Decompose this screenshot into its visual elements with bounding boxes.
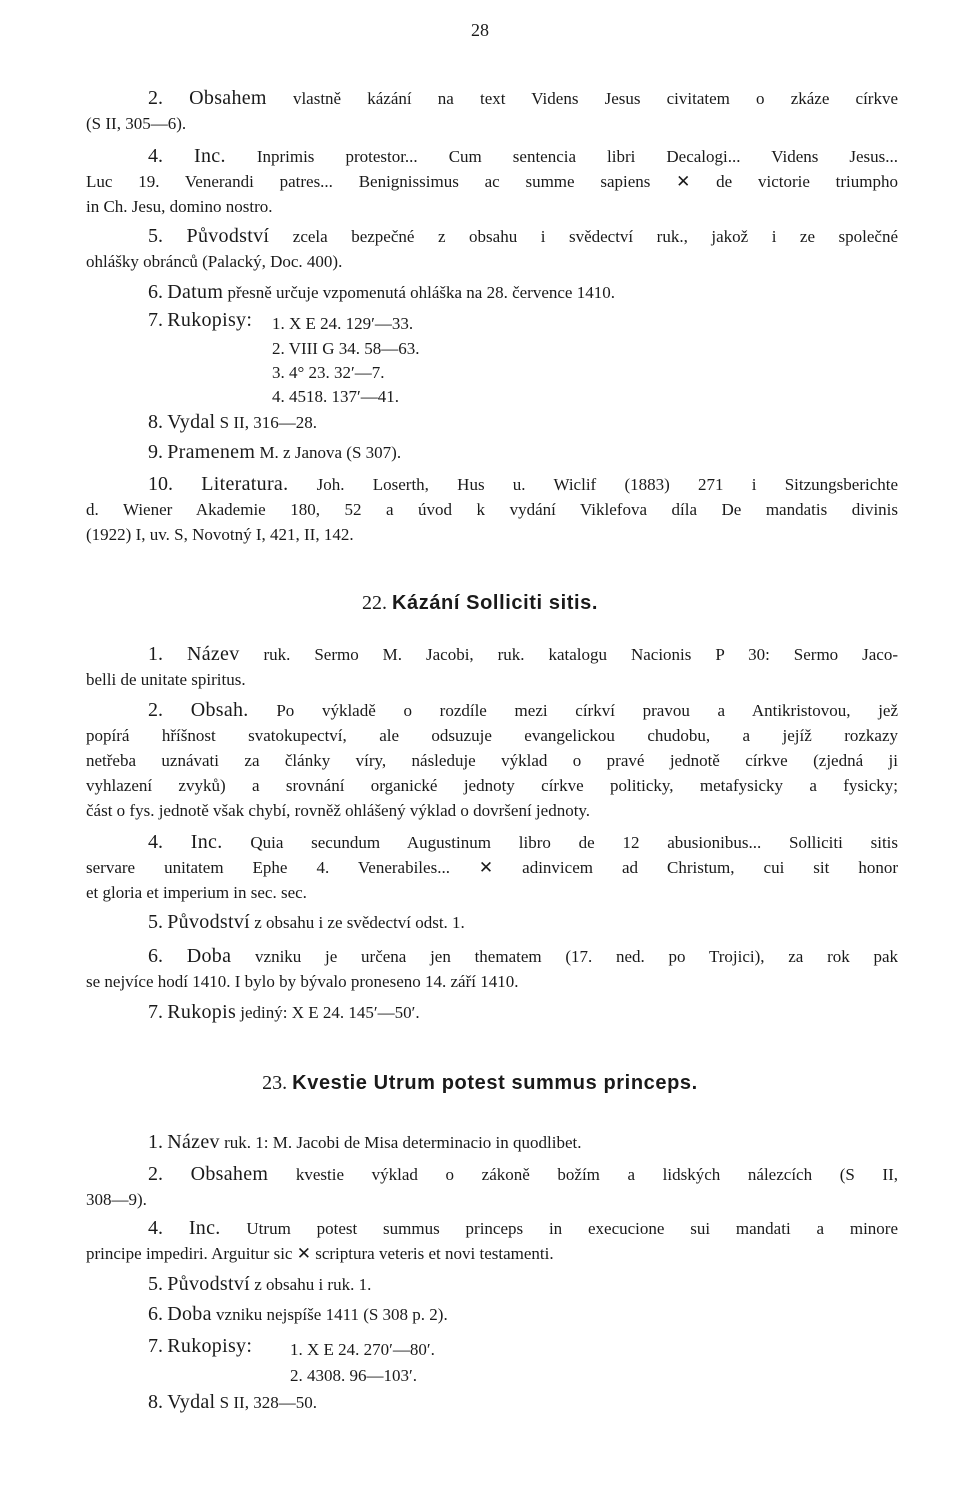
entry-term: Datum [167, 281, 224, 303]
manuscript-item: 1. X E 24. 129′—33. [272, 314, 414, 333]
entry-number: 8. [148, 411, 163, 433]
entry-term: Původství [167, 911, 250, 933]
entry-term: Obsah. [190, 699, 249, 721]
entry-term: Vydal [167, 411, 216, 433]
entry-line [86, 280, 898, 305]
entry-line [86, 698, 898, 723]
entry-title [86, 1130, 898, 1155]
entry-incipit [86, 1216, 898, 1266]
section-title: Kázání Solliciti sitis. [391, 592, 599, 614]
entry-line [86, 144, 898, 169]
entry-number: 2. [148, 87, 163, 109]
entry-line: (1922) I, uv. S, Novotný I, 421, II, 142. [86, 525, 354, 544]
entry-number: 4. [148, 831, 163, 853]
entry-number: 5. [148, 1273, 163, 1295]
entry-date [86, 944, 898, 994]
entry-term: Doba [167, 1303, 212, 1325]
entry-text: M. z Janova (S 307). [259, 443, 402, 462]
entry-term: Název [167, 1131, 220, 1153]
entry-content [86, 86, 898, 136]
entry-line: vyhlazení zvyků) a srovnání organické jednoty církve politicky, metafysicky a fysicky; [86, 776, 898, 795]
entry-line: se nejvíce hodí 1410. I bylo by bývalo proneseno 14. září 1410. [86, 972, 519, 991]
entry-line: část o fys. jednotě však chybí, rovněž ohlášený výklad o dovršení jednoty. [86, 801, 591, 820]
entry-number: 6. [148, 1303, 163, 1325]
entry-incipit [86, 830, 898, 905]
entry-term: Rukopisy: [167, 309, 253, 331]
entry-text: zcela bezpečné z obsahu i svědectví ruk., jakož i ze společné [292, 227, 899, 246]
entry-text: Joh. Loserth, Hus u. Wiclif (1883) 271 i Sitzungsberichte [316, 475, 899, 494]
entry-line [86, 1162, 898, 1187]
entry-text: vzniku nejspíše 1411 (S 308 p. 2). [216, 1305, 448, 1324]
entry-line: et gloria et imperium in sec. sec. [86, 883, 307, 902]
entry-manuscripts [86, 1000, 898, 1025]
entry-line [86, 86, 898, 111]
entry-origin [86, 1272, 898, 1297]
entry-text: přesně určuje vzpomenutá ohláška na 28. července 1410. [227, 283, 615, 302]
entry-literature [86, 472, 898, 547]
entry-text: Inprimis protestor... Cum sentencia libri Decalogi... Videns Jesus... [256, 147, 899, 166]
entry-source [86, 440, 898, 465]
entry-line: (S II, 305—6). [86, 114, 187, 133]
entry-line [86, 830, 898, 855]
entry-title [86, 642, 898, 692]
section-heading [0, 592, 960, 615]
entry-line: principe impediri. Arguitur sic ✕ scriptura veteris et novi testamenti. [86, 1244, 554, 1263]
entry-line: Luc 19. Venerandi patres... Benignissimus ac summe sapiens ✕ de victorie triumpho [86, 172, 898, 191]
entry-number: 4. [148, 1217, 163, 1239]
entry-edition [86, 410, 898, 435]
entry-number: 6. [148, 945, 163, 967]
entry-term: Pramenem [167, 441, 256, 463]
entry-text: ruk. Sermo M. Jacobi, ruk. katalogu Nacionis P 30: Sermo Jaco- [263, 645, 898, 664]
entry-line: belli de unitate spiritus. [86, 670, 246, 689]
entry-line [86, 440, 898, 465]
entry-text: jediný: X E 24. 145′—50′. [240, 1003, 420, 1022]
entry-term: Rukopisy: [167, 1335, 253, 1357]
entry-manuscripts [86, 1334, 898, 1359]
entry-text: Po výkladě o rozdíle mezi církví pravou a Antikristovou, jež [276, 701, 899, 720]
entry-text: z obsahu i ze svědectví odst. 1. [254, 913, 465, 932]
entry-line: popírá hříšnost svatokupectví, ale odsuzuje evangelickou chudobu, a jejíž rozkazy [86, 726, 898, 745]
entry-line [86, 944, 898, 969]
entry-line: servare unitatem Ephe 4. Venerabiles... ✕ adinvicem ad Christum, cui sit honor [86, 858, 898, 877]
entry-content [86, 1162, 898, 1212]
entry-number: 8. [148, 1391, 163, 1413]
entry-date [86, 1302, 898, 1327]
entry-origin [86, 224, 898, 274]
entry-incipit [86, 144, 898, 219]
entry-text: S II, 316—28. [219, 413, 317, 432]
entry-line [86, 1334, 898, 1359]
entry-term: Inc. [190, 831, 223, 853]
entry-number: 1. [148, 1131, 163, 1153]
entry-line [86, 642, 898, 667]
entry-line: netřeba uznávati za články víry, následuje výklad o pravé jednotě církve (zjedná ji [86, 751, 898, 770]
entry-term: Rukopis [167, 1001, 237, 1023]
entry-term: Obsahem [189, 87, 267, 109]
entry-line [86, 910, 898, 935]
entry-text: z obsahu i ruk. 1. [254, 1275, 372, 1294]
entry-line [86, 1272, 898, 1297]
manuscript-item: 2. VIII G 34. 58—63. [272, 339, 420, 358]
entry-number: 7. [148, 1001, 163, 1023]
entry-number: 2. [148, 699, 163, 721]
entry-line [86, 1216, 898, 1241]
entry-term: Původství [167, 1273, 250, 1295]
entry-number: 1. [148, 643, 163, 665]
entry-line [86, 472, 898, 497]
entry-number: 5. [148, 911, 163, 933]
entry-text: ruk. 1: M. Jacobi de Misa determinacio in quodlibet. [224, 1133, 582, 1152]
entry-line [86, 308, 898, 333]
entry-term: Původství [186, 225, 270, 247]
entry-number: 5. [148, 225, 163, 247]
entry-line: in Ch. Jesu, domino nostro. [86, 197, 273, 216]
section-number: 23. [262, 1072, 288, 1094]
entry-line [86, 1000, 898, 1025]
entry-manuscripts [86, 308, 898, 333]
entry-number: 4. [148, 145, 163, 167]
entry-line [86, 1390, 898, 1415]
entry-line [86, 1302, 898, 1327]
entry-text: vlastně kázání na text Videns Jesus civitatem o zkáze církve [292, 89, 899, 108]
entry-text: vzniku je určena jen thematem (17. ned. po Trojici), za rok pak [255, 947, 899, 966]
entry-text: S II, 328—50. [219, 1393, 317, 1412]
entry-line [86, 224, 898, 249]
entry-number: 2. [148, 1163, 163, 1185]
manuscript-item: 2. 4308. 96—103′. [290, 1366, 417, 1385]
entry-term: Inc. [188, 1217, 221, 1239]
entry-number: 7. [148, 1335, 163, 1357]
entry-text: Utrum potest summus princeps in execucione sui mandati a minore [246, 1219, 899, 1238]
entry-date [86, 280, 898, 305]
page-number: 28 [471, 20, 489, 40]
entry-term: Inc. [194, 145, 226, 167]
entry-line: d. Wiener Akademie 180, 52 a úvod k vydání Viklefova díla De mandatis divinis [86, 500, 898, 519]
section-number: 22. [361, 592, 387, 614]
entry-term: Vydal [167, 1391, 216, 1413]
entry-content [86, 698, 898, 823]
entry-number: 10. [148, 473, 173, 495]
section-title: Kvestie Utrum potest summus princeps. [292, 1072, 698, 1094]
section-heading [0, 1072, 960, 1095]
entry-line [86, 1130, 898, 1155]
entry-line: ohlášky obránců (Palacký, Doc. 400). [86, 252, 343, 271]
entry-term: Literatura. [201, 473, 289, 495]
entry-number: 6. [148, 281, 163, 303]
entry-origin [86, 910, 898, 935]
entry-term: Doba [186, 945, 232, 967]
entry-line: 308—9). [86, 1190, 147, 1209]
entry-number: 7. [148, 309, 163, 331]
manuscript-item: 1. X E 24. 270′—80′. [290, 1340, 435, 1359]
entry-term: Obsahem [190, 1163, 269, 1185]
manuscript-item: 4. 4518. 137′—41. [272, 387, 399, 406]
entry-text: kvestie výklad o zákoně božím a lidských nálezcích (S II, [295, 1165, 899, 1184]
entry-number: 9. [148, 441, 163, 463]
entry-edition [86, 1390, 898, 1415]
manuscript-item: 3. 4° 23. 32′—7. [272, 363, 385, 382]
entry-term: Název [186, 643, 240, 665]
entry-line [86, 410, 898, 435]
entry-text: Quia secundum Augustinum libro de 12 abusionibus... Solliciti sitis [250, 833, 899, 852]
